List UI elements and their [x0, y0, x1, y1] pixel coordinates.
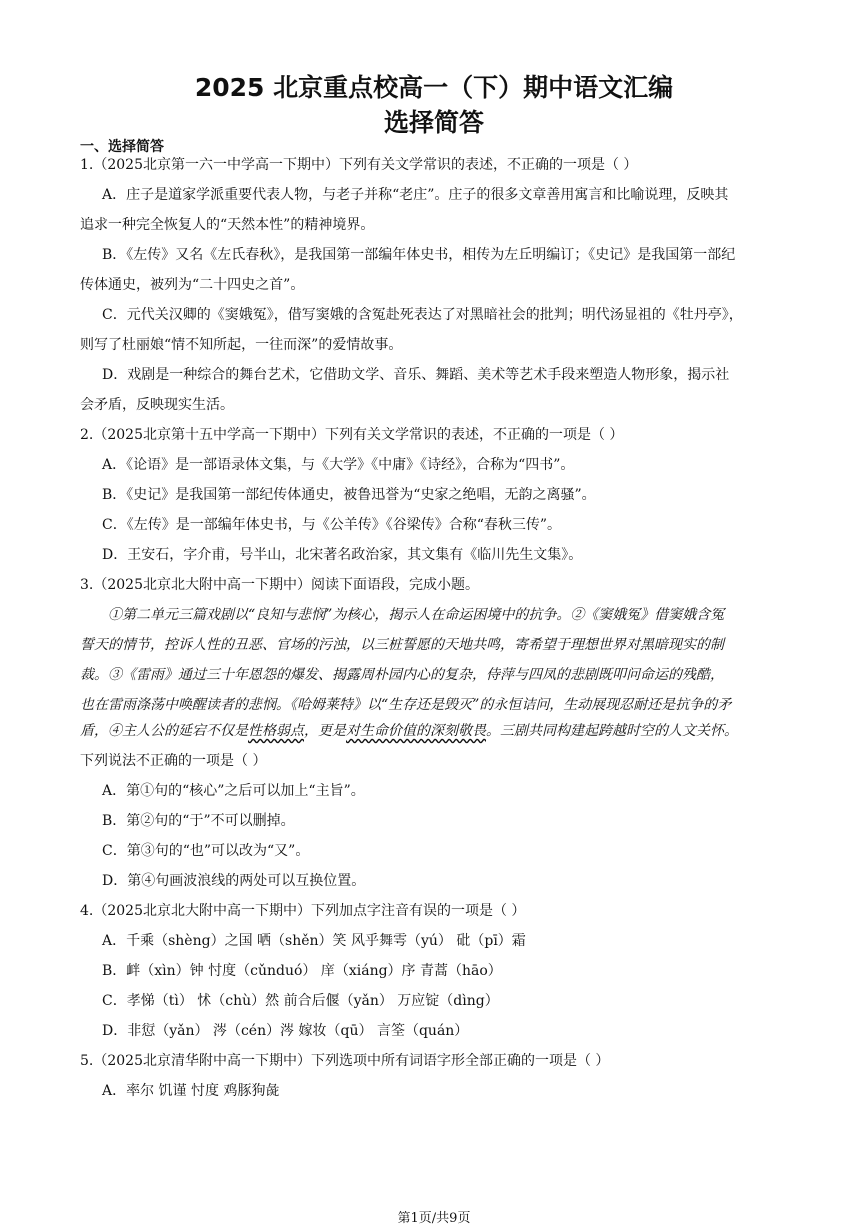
q3-passage-line5 [80, 722, 738, 740]
section-heading: 一、选择简答 [80, 139, 164, 155]
q1-stem: 1.（2025北京第一六一中学高一下期中）下列有关文学常识的表述，不正确的一项是（ ） [80, 157, 638, 173]
wavy-underline-phrase-1: 性格弱点 [248, 723, 304, 739]
wavy-underline-phrase-2: 对生命价值的深刻敬畏 [346, 723, 486, 739]
q1-option-a-line1: A．庄子是道家学派重要代表人物，与老子并称“老庄”。庄子的很多文章善用寓言和比喻说理，反映其 [102, 187, 729, 203]
page-footer: 第1页/共9页 [397, 1211, 471, 1226]
q3-passage-line1: ①第二单元三篇戏剧以“良知与悲悯”为核心，揭示人在命运困境中的抗争。②《窦娥冤》借窦娥含冤 [108, 607, 725, 623]
q4-option-a: A．千乘（shèng）之国 哂（shěn）笑 风乎舞雩（yú） 砒（pī）霜 [102, 933, 526, 949]
q3-passage-line3: 裁。③《雷雨》通过三十年恩怨的爆发、揭露周朴园内心的复杂，侍萍与四凤的悲剧既叩问命运的残酷， [80, 667, 724, 683]
q2-option-a: A．《论语》是一部语录体文集，与《大学》《中庸》《诗经》，合称为“四书”。 [102, 457, 575, 473]
q1-option-d-line1: D．戏剧是一种综合的舞台艺术，它借助文学、音乐、舞蹈、美术等艺术手段来塑造人物形象，揭示社 [102, 367, 730, 383]
q5-option-a: A．率尔 饥谨 忖度 鸡豚狗彘 [102, 1083, 280, 1099]
q3-passage-line5-end: 。三剧共同构建起跨越时空的人文关怀。 [486, 723, 738, 739]
q1-option-b-line2: 传体通史，被列为“二十四史之首”。 [80, 277, 305, 293]
q4-option-d: D．非愆（yǎn） 涔（cén）涔 嫁妆（qū） 言筌（quán） [102, 1023, 469, 1039]
q3-passage-line4: 也在雷雨涤荡中唤醒读者的悲悯。《哈姆莱特》以“生存还是毁灭”的永恒诘问，生动展现忍耐还是抗争的矛 [80, 697, 732, 713]
q3-option-b: B．第②句的“于”不可以删掉。 [102, 813, 295, 829]
q3-option-a: A．第①句的“核心”之后可以加上“主旨”。 [102, 783, 365, 799]
q2-stem: 2.（2025北京第十五中学高一下期中）下列有关文学常识的表述，不正确的一项是（ ） [80, 427, 624, 443]
q5-stem: 5.（2025北京清华附中高一下期中）下列选项中所有词语字形全部正确的一项是（ ） [80, 1053, 610, 1069]
q4-option-c: C．孝悌（tì） 怵（chù）然 前合后偃（yǎn） 万应锭（dìng） [102, 993, 499, 1009]
q2-option-c: C．《左传》是一部编年体史书，与《公羊传》《谷梁传》合称“春秋三传”。 [102, 517, 562, 533]
q1-option-c-line2: 则写了杜丽娘“情不知所起，一往而深”的爱情故事。 [80, 337, 403, 353]
q1-option-d-line2: 会矛盾，反映现实生活。 [80, 397, 234, 413]
q1-option-c-line1: C．元代关汉卿的《窦娥冤》，借写窦娥的含冤赴死表达了对黑暗社会的批判；明代汤显祖的《牡丹亭》， [102, 307, 743, 323]
q2-option-d: D．王安石，字介甫，号半山，北宋著名政治家，其文集有《临川先生文集》。 [102, 547, 583, 563]
q3-passage-line2: 誓天的情节，控诉人性的丑恶、官场的污浊，以三桩誓愿的天地共鸣，寄希望于理想世界对黑暗现实的制 [80, 637, 724, 653]
q3-passage-line5-mid: ，更是 [304, 723, 346, 739]
doc-subtitle: 选择简答 [383, 108, 484, 137]
q2-option-b: B．《史记》是我国第一部纪传体通史，被鲁迅誉为“史家之绝唱，无韵之离骚”。 [102, 487, 596, 503]
q3-stem: 3.（2025北京北大附中高一下期中）阅读下面语段，完成小题。 [80, 577, 479, 593]
q3-question: 下列说法不正确的一项是（ ） [80, 753, 267, 769]
q3-option-c: C．第③句的“也”可以改为“又”。 [102, 843, 310, 859]
q1-option-a-line2: 追求一种完全恢复人的“天然本性”的精神境界。 [80, 217, 375, 233]
q1-option-b-line1: B．《左传》又名《左氏春秋》，是我国第一部编年体史书，相传为左丘明编订；《史记》是我国第一部纪 [102, 247, 736, 263]
q3-passage-line5-start: 盾，④主人公的延宕不仅是 [80, 723, 248, 739]
doc-title: 2025 北京重点校高一（下）期中语文汇编 [194, 73, 674, 102]
q4-stem: 4.（2025北京北大附中高一下期中）下列加点字注音有误的一项是（ ） [80, 903, 526, 919]
q4-option-b: B．衅（xìn）钟 忖度（cǔnduó） 庠（xiáng）序 青蒿（hāo） [102, 963, 502, 979]
q3-option-d: D．第④句画波浪线的两处可以互换位置。 [102, 873, 366, 889]
